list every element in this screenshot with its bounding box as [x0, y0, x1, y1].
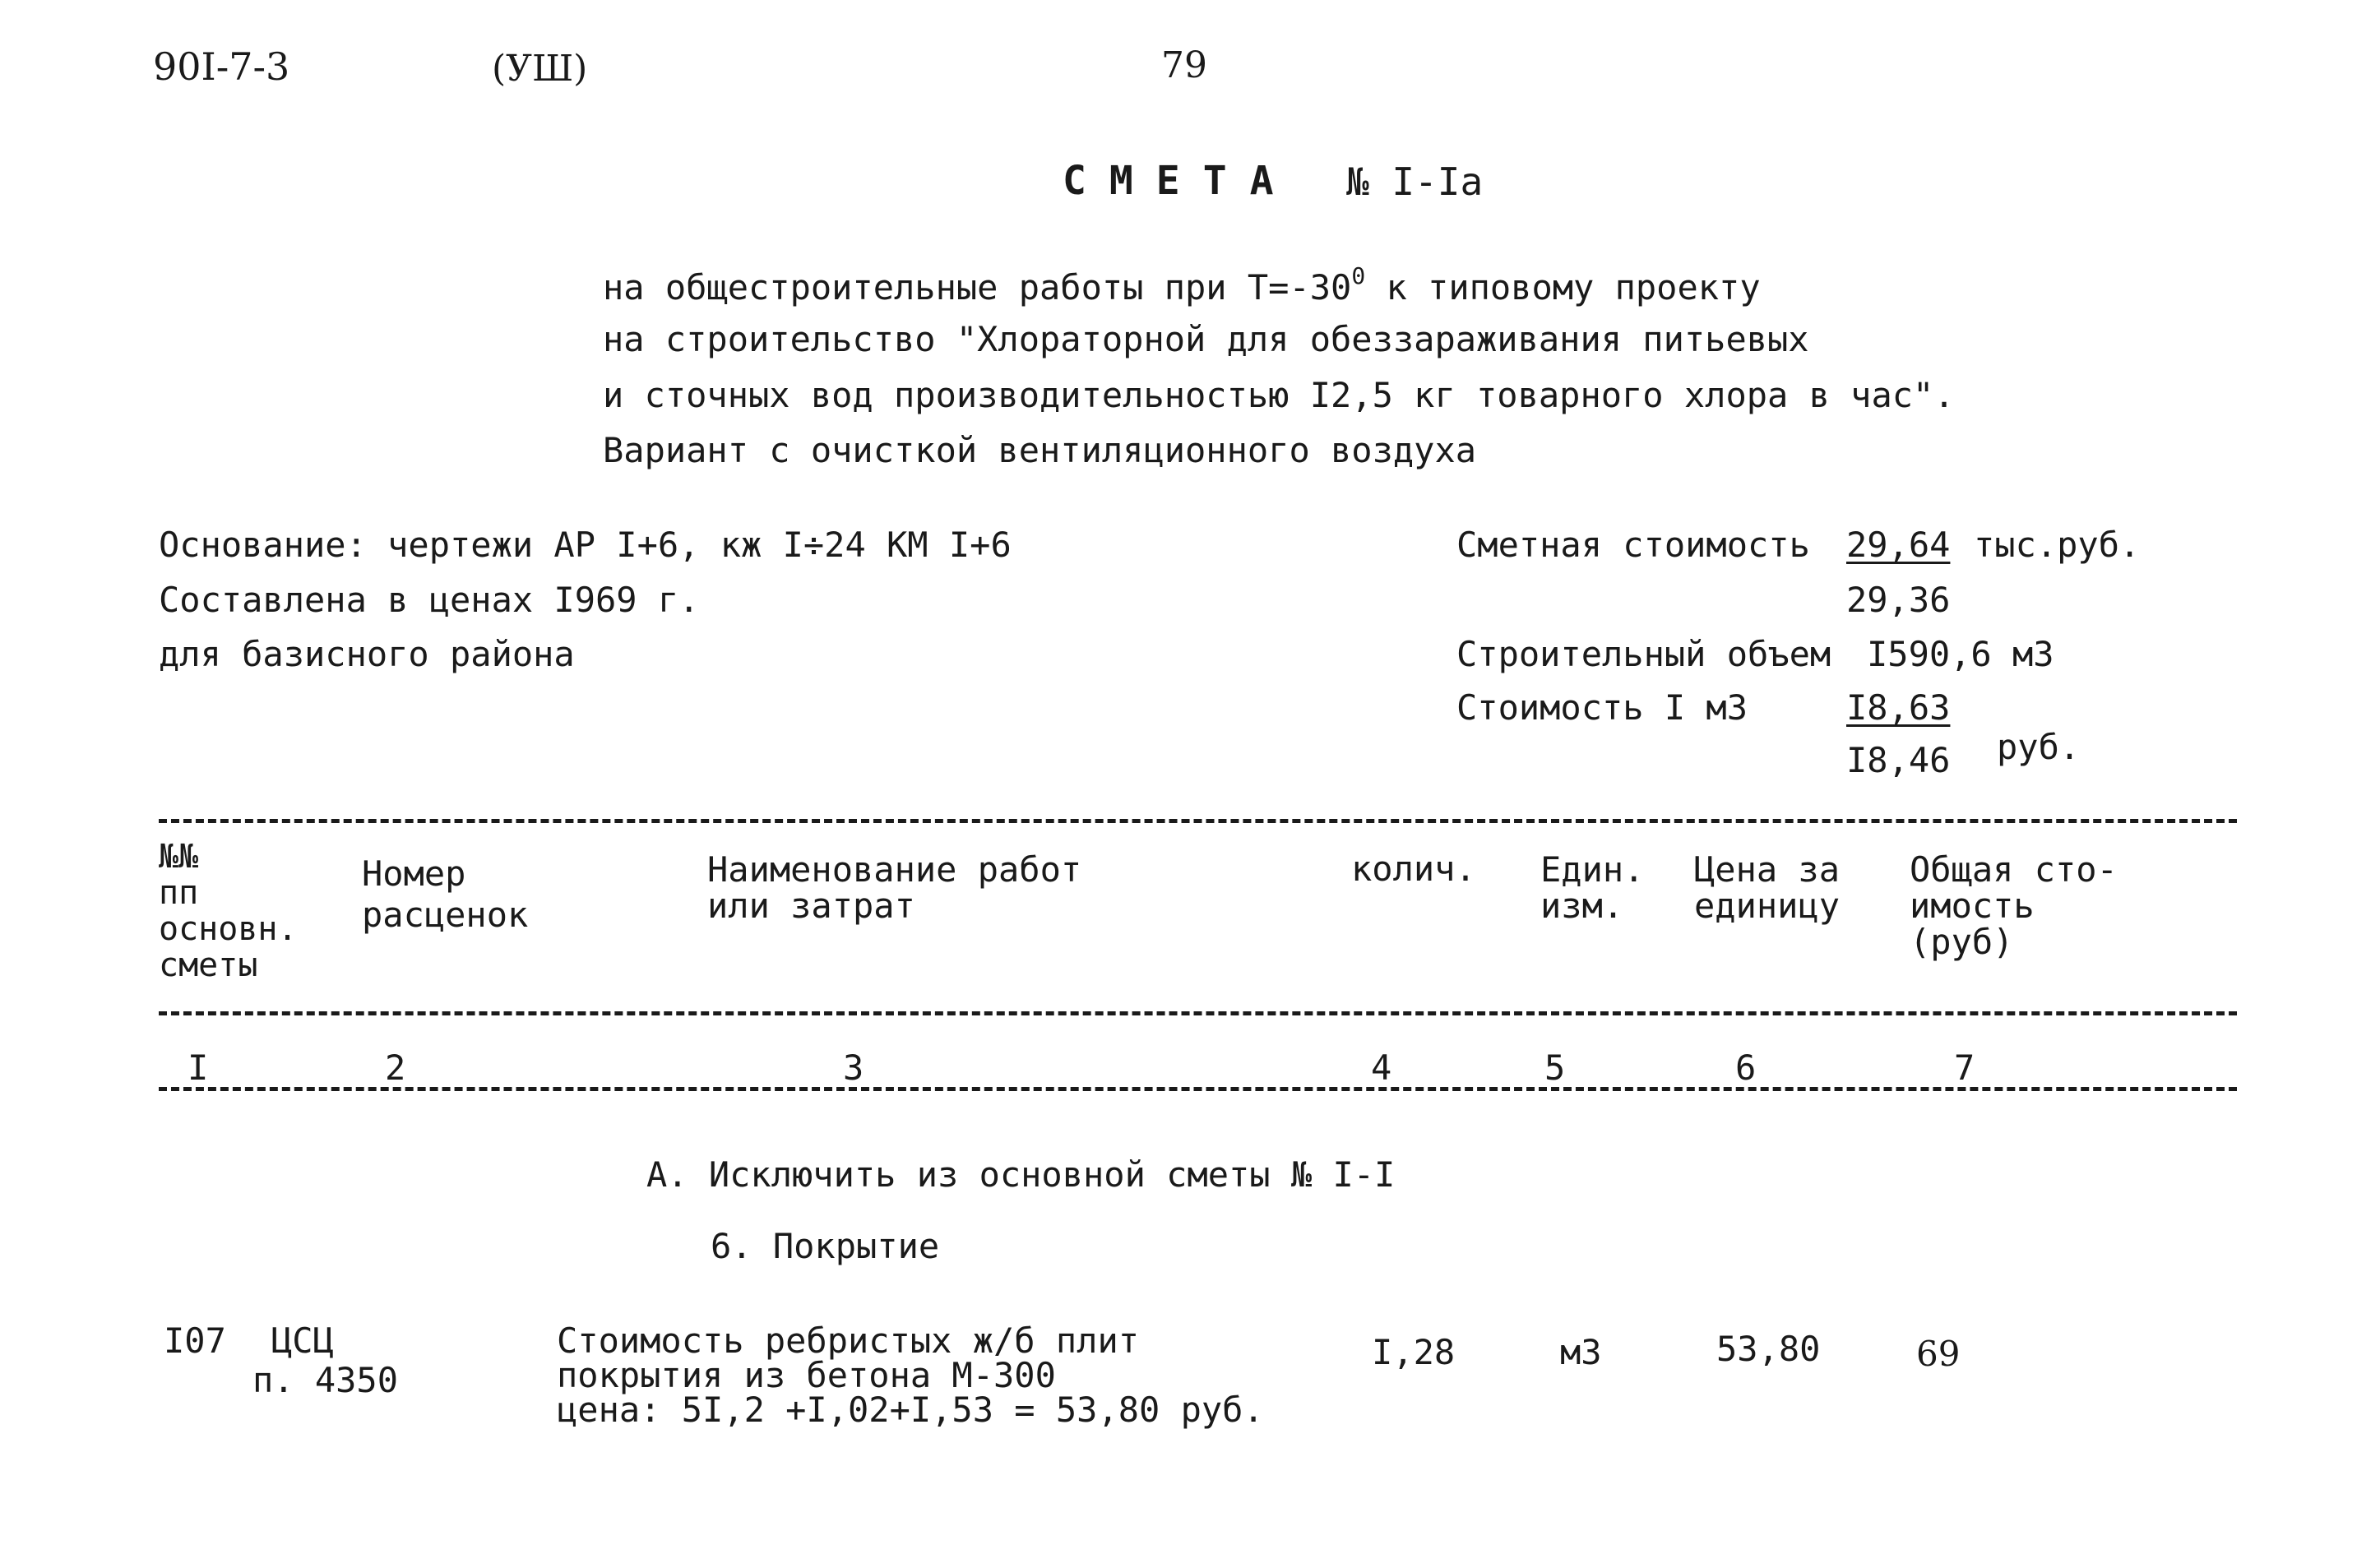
cost-per-m3-value: I8,63: [1846, 687, 1951, 728]
column-numbers-divider: [159, 1087, 2237, 1091]
estimate-number: № I-Iа: [1346, 160, 1484, 204]
row-quantity: I,28: [1372, 1332, 1456, 1372]
column-number-6: 6: [1735, 1048, 1757, 1088]
col-header-quantity: колич.: [1351, 849, 1476, 889]
col-header-work-name: Наименование работ или затрат: [707, 849, 1082, 926]
row-total-cost: 69: [1916, 1334, 1961, 1374]
row-description: Стоимость ребристых ж/б плит покрытия из бетона М-300 цена: 5I,2 +I,02+I,53 = 53,80 руб.: [557, 1320, 1264, 1430]
column-number-4: 4: [1371, 1048, 1392, 1088]
estimated-cost-label: Сметная стоимость: [1456, 525, 1810, 565]
table-top-divider: [159, 819, 2237, 823]
basis-line: Основание: чертежи АР I+6, кж I÷24 КМ I+6: [159, 525, 1012, 565]
cost-per-m3-unit: руб.: [1997, 727, 2081, 767]
col-header-unit: Един. изм.: [1540, 849, 1645, 926]
estimated-cost-value: 29,64: [1846, 525, 1951, 565]
section-a-heading: А. Исключить из основной сметы № I-I: [646, 1154, 1396, 1195]
document-code: 90I-7-3: [153, 44, 290, 89]
prices-line: Составлена в ценах I969 г.: [159, 580, 700, 620]
subtitle-line-4: Вариант с очисткой вентиляционного воздуха: [603, 430, 1477, 470]
estimated-cost-unit: тыс.руб.: [1974, 525, 2141, 565]
col-header-number: №№ пп основн. сметы: [159, 838, 298, 984]
col-header-rate-number: Номер расценок: [362, 853, 529, 935]
col-header-total-cost: Общая сто- имость (руб): [1910, 849, 2118, 962]
row-code-line-1: ЦСЦ: [271, 1320, 334, 1361]
row-number: I07: [164, 1320, 226, 1361]
cost-per-m3-label: Стоимость I м3: [1456, 687, 1748, 728]
cost-per-m3-value-2: I8,46: [1846, 740, 1951, 780]
row-code-line-2: п. 4350: [252, 1360, 399, 1400]
column-number-5: 5: [1544, 1048, 1566, 1088]
volume-label: Строительный объем: [1456, 634, 1831, 674]
column-number-2: 2: [385, 1048, 406, 1088]
table-header-divider: [159, 1011, 2237, 1015]
col-header-unit-price: Цена за единицу: [1694, 849, 1841, 926]
subtitle-line-3: и сточных вод производительностью I2,5 кг товарного хлора в час".: [603, 375, 1955, 415]
subtitle-line-1: на общестроительные работы при $Т=-30^0$ к типовому проекту: [603, 262, 1761, 308]
volume-value: I590,6 м3: [1867, 634, 2054, 674]
estimated-cost-value-2: 29,36: [1846, 580, 1951, 620]
album-number: (УШ): [492, 48, 588, 90]
row-unit: м3: [1560, 1332, 1602, 1372]
degree-superscript: 0: [1351, 262, 1366, 289]
column-number-7: 7: [1954, 1048, 1975, 1088]
section-6-heading: 6. Покрытие: [711, 1226, 940, 1266]
row-unit-price: 53,80: [1716, 1329, 1821, 1369]
page-number: 79: [1161, 44, 1207, 86]
document-title: СМЕТА: [1063, 158, 1297, 204]
subtitle-line-2: на строительство "Хлораторной для обеззараживания питьевых: [603, 319, 1809, 359]
region-line: для базисного района: [159, 634, 575, 674]
column-number-1: I: [188, 1048, 209, 1088]
column-number-3: 3: [843, 1048, 864, 1088]
